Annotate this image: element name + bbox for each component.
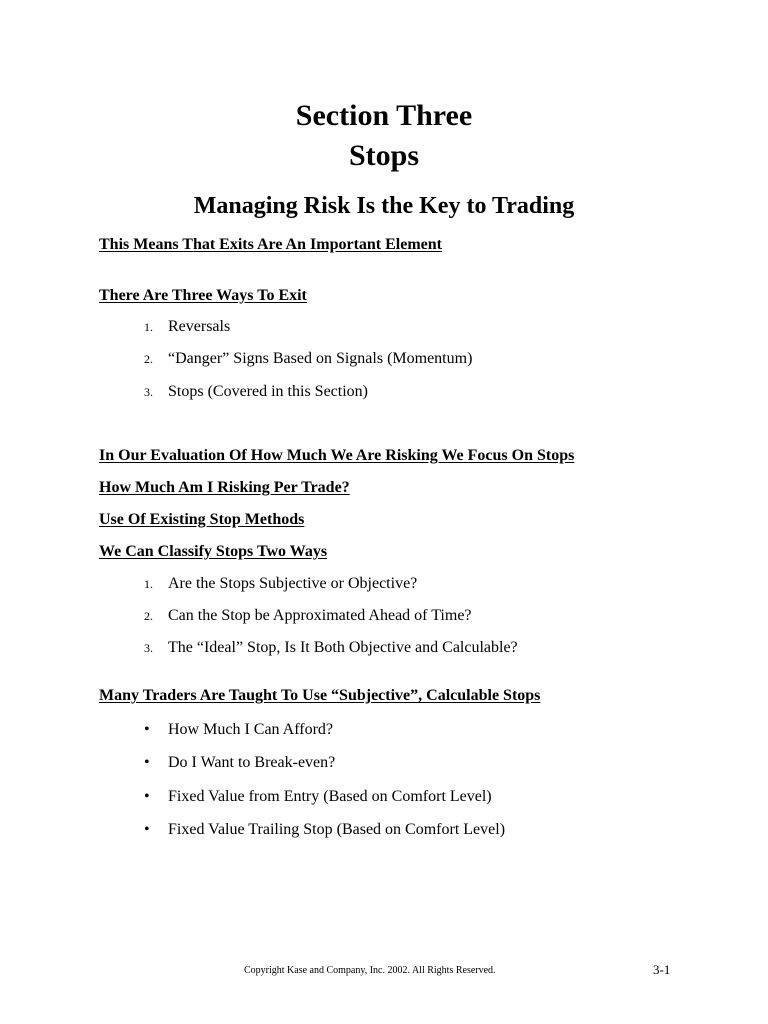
section-title-line-2: Stops xyxy=(348,139,420,172)
heading-existing-methods: Use Of Existing Stop Methods xyxy=(99,511,305,528)
bullet-icon: • xyxy=(144,754,150,771)
page-number: 3-1 xyxy=(653,962,671,977)
list-number: 1. xyxy=(144,320,153,334)
list-number: 2. xyxy=(144,609,153,623)
heading-risking-per-trade: How Much Am I Risking Per Trade? xyxy=(99,479,350,496)
bullet-item-text: How Much I Can Afford? xyxy=(168,721,334,738)
list-item-text: Can the Stop be Approximated Ahead of Time? xyxy=(168,607,472,624)
section-title-line-1: Section Three xyxy=(295,99,473,132)
list-number: 3. xyxy=(144,641,153,655)
bullet-icon: • xyxy=(144,788,150,805)
bullet-item-text: Fixed Value from Entry (Based on Comfort Level) xyxy=(168,788,492,805)
heading-exits-important: This Means That Exits Are An Important Element xyxy=(99,236,442,253)
list-number: 3. xyxy=(144,385,153,399)
list-item xyxy=(144,606,472,626)
bullet-icon: • xyxy=(144,821,150,838)
copyright-footer: Copyright Kase and Company, Inc. 2002. All Rights Reserved. xyxy=(244,965,496,976)
list-item-text: Are the Stops Subjective or Objective? xyxy=(168,575,418,592)
heading-many-traders: Many Traders Are Taught To Use “Subjective”, Calculable Stops xyxy=(99,687,541,704)
list-item-text: Reversals xyxy=(168,318,231,335)
list-item xyxy=(144,349,472,369)
bullet-item xyxy=(144,820,505,840)
list-number: 1. xyxy=(144,577,153,591)
bullet-icon: • xyxy=(144,721,150,738)
list-item-text: Stops (Covered in this Section) xyxy=(168,383,368,400)
list-item-text: The “Ideal” Stop, Is It Both Objective and Calculable? xyxy=(168,639,518,656)
list-number: 2. xyxy=(144,352,153,366)
bullet-item xyxy=(144,787,492,807)
page-subtitle: Managing Risk Is the Key to Trading xyxy=(193,193,575,219)
list-item-text: “Danger” Signs Based on Signals (Momentum) xyxy=(168,350,473,367)
heading-three-ways: There Are Three Ways To Exit xyxy=(99,287,307,304)
bullet-item xyxy=(144,753,335,773)
section-title xyxy=(0,96,768,176)
heading-evaluation: In Our Evaluation Of How Much We Are Risking We Focus On Stops xyxy=(99,447,575,464)
heading-classify: We Can Classify Stops Two Ways xyxy=(99,543,328,560)
list-item xyxy=(144,382,368,402)
list-item xyxy=(144,317,230,337)
list-item xyxy=(144,574,417,594)
bullet-item xyxy=(144,720,333,740)
bullet-item-text: Do I Want to Break-even? xyxy=(168,754,336,771)
list-item xyxy=(144,638,518,658)
bullet-item-text: Fixed Value Trailing Stop (Based on Comfort Level) xyxy=(168,821,506,838)
